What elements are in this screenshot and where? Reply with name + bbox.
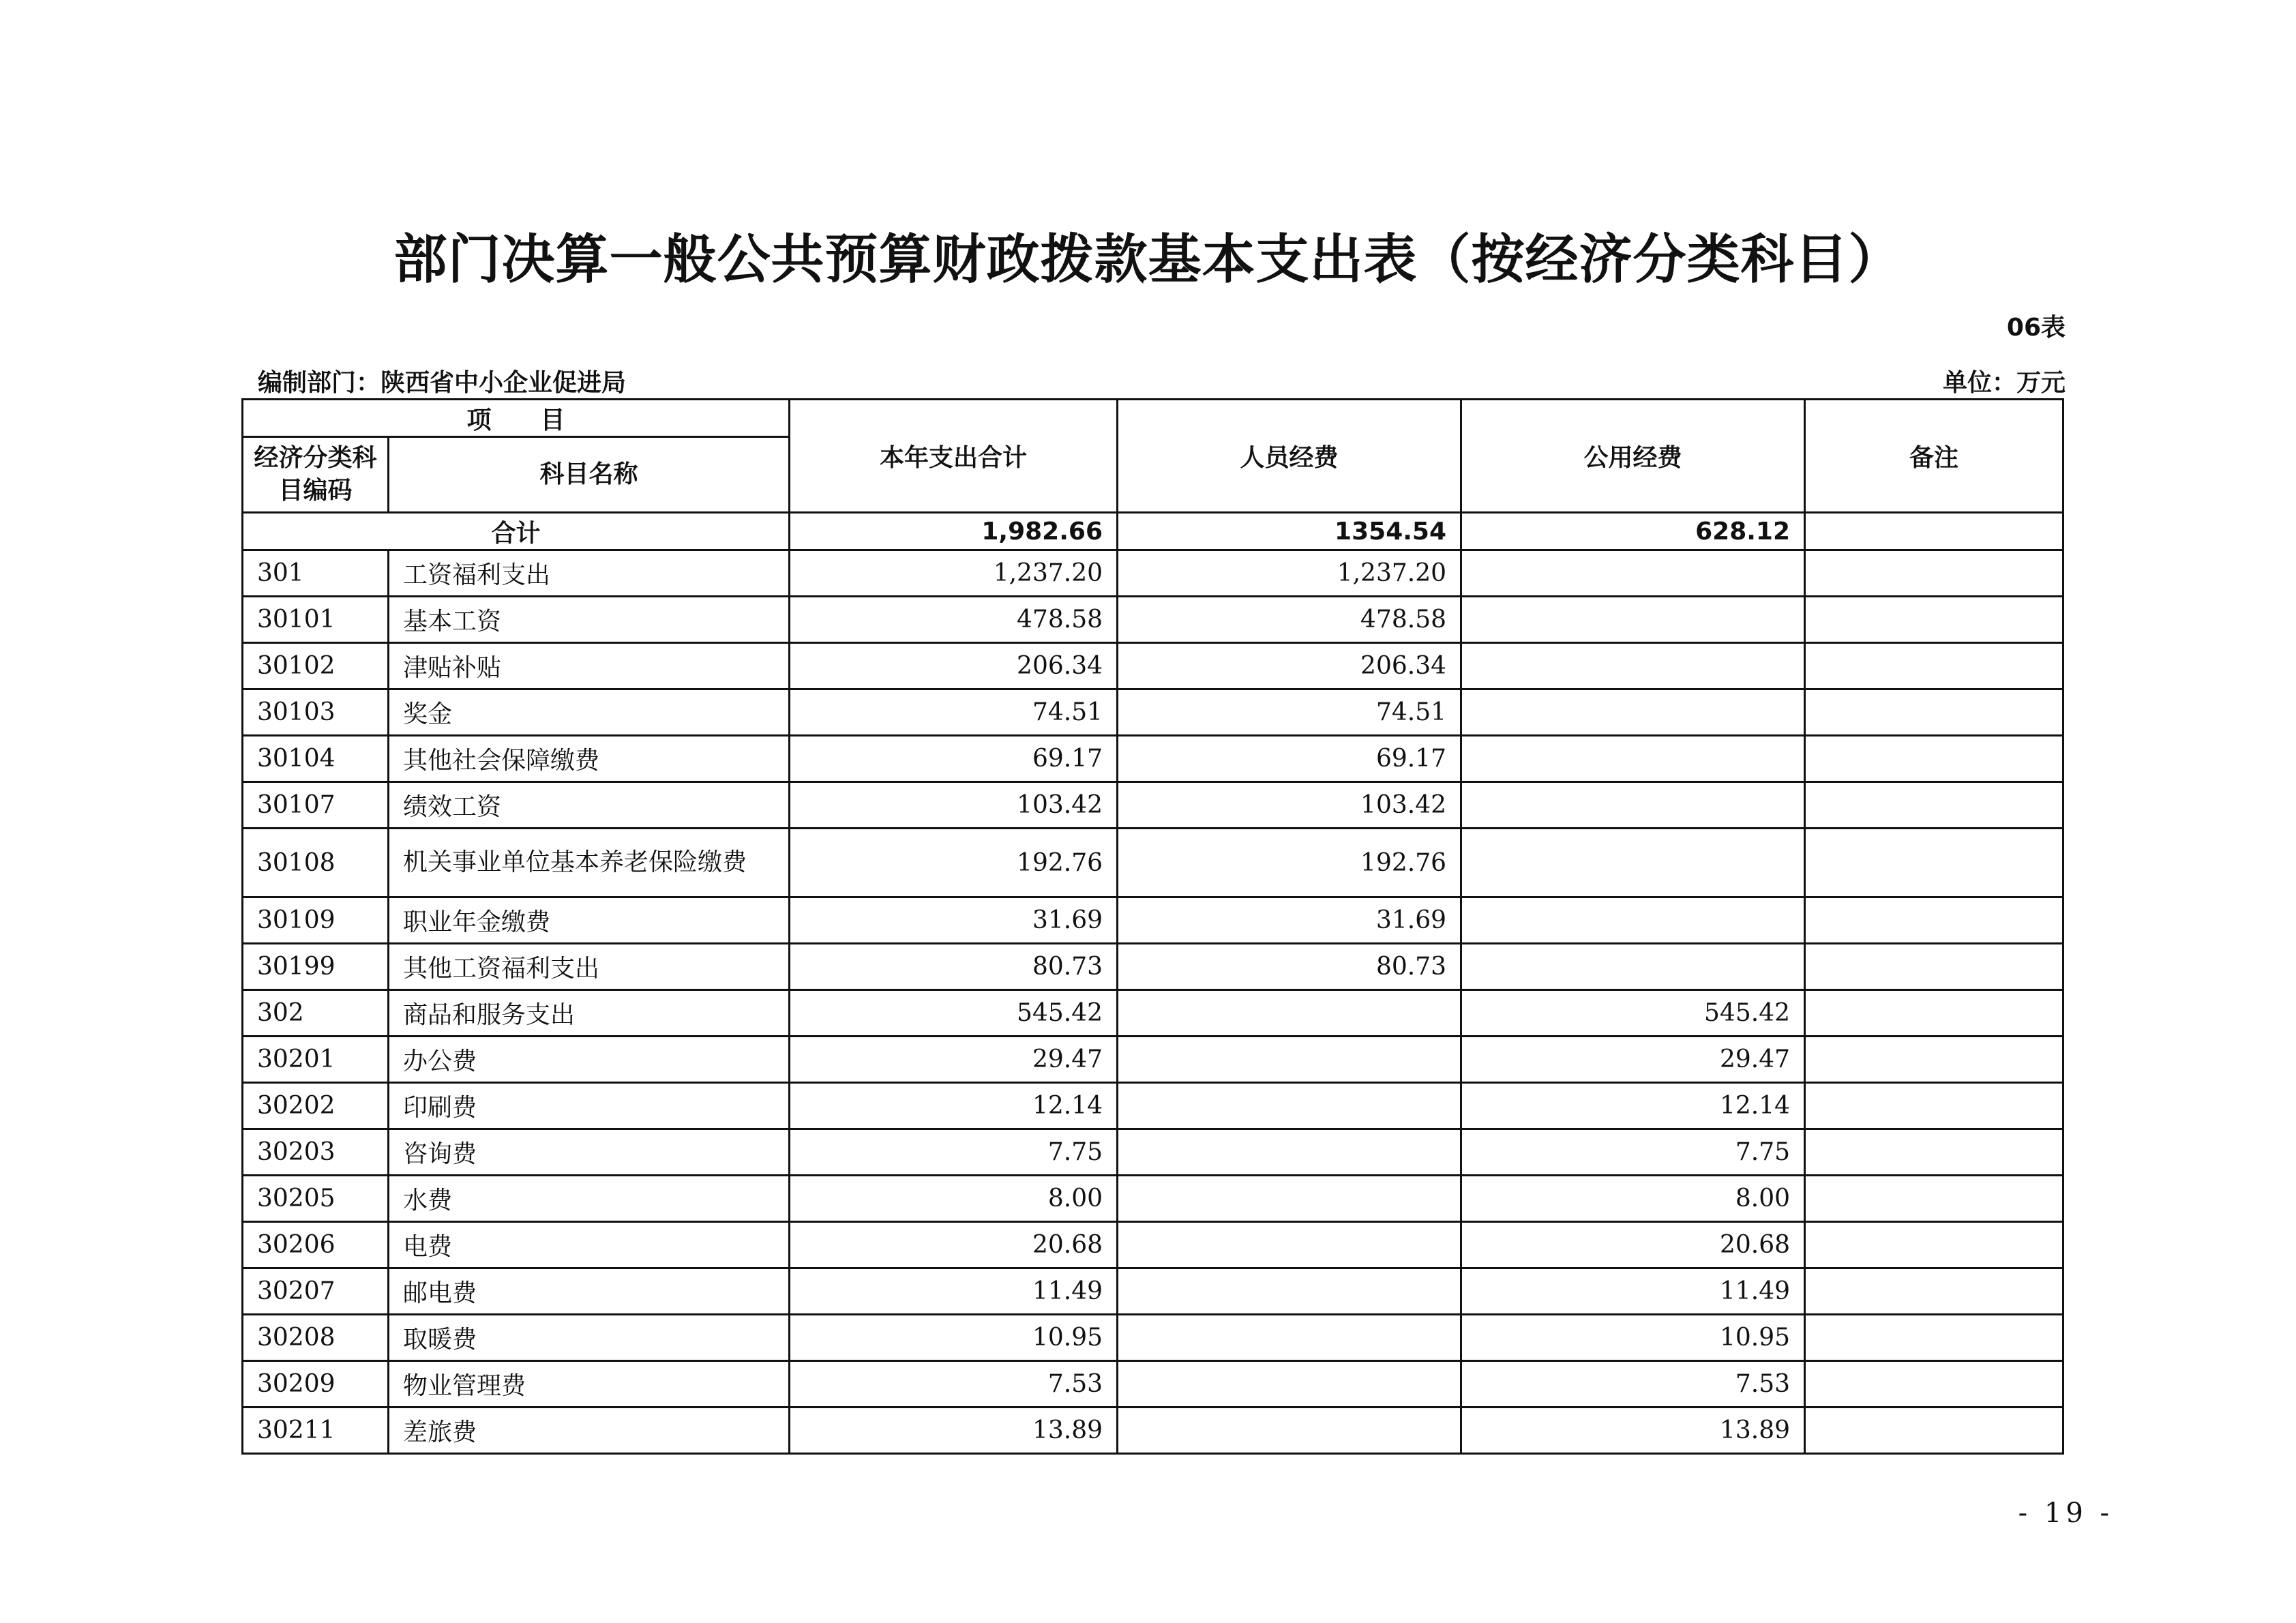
row-total: 31.69 (790, 897, 1118, 944)
row-public (1461, 829, 1805, 897)
table-row (243, 597, 2063, 643)
row-name: 其他社会保障缴费 (389, 736, 790, 782)
row-remark (1805, 990, 2063, 1037)
row-code: 30209 (243, 1361, 389, 1408)
row-public (1461, 550, 1805, 597)
row-personnel: 74.51 (1118, 689, 1461, 736)
row-public: 10.95 (1461, 1315, 1805, 1361)
total-amount: 1,982.66 (790, 513, 1118, 550)
row-personnel: 103.42 (1118, 782, 1461, 829)
total-public: 628.12 (1461, 513, 1805, 550)
row-public (1461, 643, 1805, 689)
row-personnel (1118, 1268, 1461, 1315)
row-code: 30202 (243, 1083, 389, 1129)
table-row (243, 1037, 2063, 1083)
row-code: 301 (243, 550, 389, 597)
row-code: 30109 (243, 897, 389, 944)
row-code: 30211 (243, 1408, 389, 1454)
row-remark (1805, 1408, 2063, 1454)
row-code: 30207 (243, 1268, 389, 1315)
row-total: 74.51 (790, 689, 1118, 736)
row-remark (1805, 1176, 2063, 1222)
row-remark (1805, 1129, 2063, 1176)
expenditure-table (241, 398, 2064, 1455)
row-code: 30101 (243, 597, 389, 643)
row-total: 69.17 (790, 736, 1118, 782)
row-name: 绩效工资 (389, 782, 790, 829)
row-remark (1805, 1361, 2063, 1408)
row-code: 30104 (243, 736, 389, 782)
row-remark (1805, 550, 2063, 597)
row-remark (1805, 897, 2063, 944)
header-total: 本年支出合计 (790, 400, 1118, 513)
row-personnel (1118, 1361, 1461, 1408)
row-total: 103.42 (790, 782, 1118, 829)
row-remark (1805, 643, 2063, 689)
row-remark (1805, 1315, 2063, 1361)
row-public: 12.14 (1461, 1083, 1805, 1129)
row-personnel: 80.73 (1118, 944, 1461, 990)
row-public: 8.00 (1461, 1176, 1805, 1222)
row-total: 20.68 (790, 1222, 1118, 1268)
row-code: 30206 (243, 1222, 389, 1268)
row-personnel (1118, 990, 1461, 1037)
page-number: - 19 - (2018, 1498, 2113, 1529)
unit-label: 单位：万元 (1942, 369, 2066, 397)
row-code: 302 (243, 990, 389, 1037)
row-code: 30103 (243, 689, 389, 736)
table-row (243, 897, 2063, 944)
total-personnel: 1354.54 (1118, 513, 1461, 550)
row-name: 印刷费 (389, 1083, 790, 1129)
row-public: 7.53 (1461, 1361, 1805, 1408)
row-public: 545.42 (1461, 990, 1805, 1037)
row-public: 13.89 (1461, 1408, 1805, 1454)
table-row (243, 1315, 2063, 1361)
row-code: 30199 (243, 944, 389, 990)
total-remark (1805, 513, 2063, 550)
row-total: 12.14 (790, 1083, 1118, 1129)
table-row (243, 1268, 2063, 1315)
table-row (243, 1083, 2063, 1129)
table-row (243, 1222, 2063, 1268)
row-name: 其他工资福利支出 (389, 944, 790, 990)
table-row (243, 1408, 2063, 1454)
row-personnel (1118, 1315, 1461, 1361)
row-name: 水费 (389, 1176, 790, 1222)
table-row (243, 944, 2063, 990)
row-public: 7.75 (1461, 1129, 1805, 1176)
row-total: 13.89 (790, 1408, 1118, 1454)
row-total: 545.42 (790, 990, 1118, 1037)
table-row (243, 1361, 2063, 1408)
row-personnel (1118, 1083, 1461, 1129)
row-remark (1805, 782, 2063, 829)
row-total: 10.95 (790, 1315, 1118, 1361)
row-public: 11.49 (1461, 1268, 1805, 1315)
header-public: 公用经费 (1461, 400, 1805, 513)
table-row (243, 1176, 2063, 1222)
row-personnel (1118, 1129, 1461, 1176)
header-project: 项 目 (243, 400, 790, 437)
row-public (1461, 597, 1805, 643)
row-personnel: 69.17 (1118, 736, 1461, 782)
row-personnel: 1,237.20 (1118, 550, 1461, 597)
row-total: 478.58 (790, 597, 1118, 643)
row-personnel: 478.58 (1118, 597, 1461, 643)
row-personnel (1118, 1408, 1461, 1454)
row-name: 机关事业单位基本养老保险缴费 (389, 829, 790, 897)
row-public: 20.68 (1461, 1222, 1805, 1268)
row-public (1461, 782, 1805, 829)
header-remark: 备注 (1805, 400, 2063, 513)
table-row (243, 689, 2063, 736)
row-personnel (1118, 1037, 1461, 1083)
row-total: 7.53 (790, 1361, 1118, 1408)
row-code: 30205 (243, 1176, 389, 1222)
row-name: 物业管理费 (389, 1361, 790, 1408)
row-name: 基本工资 (389, 597, 790, 643)
row-code: 30208 (243, 1315, 389, 1361)
row-name: 电费 (389, 1222, 790, 1268)
table-row (243, 782, 2063, 829)
row-personnel: 206.34 (1118, 643, 1461, 689)
row-public (1461, 944, 1805, 990)
row-personnel: 31.69 (1118, 897, 1461, 944)
row-total: 8.00 (790, 1176, 1118, 1222)
row-name: 办公费 (389, 1037, 790, 1083)
row-remark (1805, 1268, 2063, 1315)
header-row-top (243, 400, 2063, 437)
row-total: 192.76 (790, 829, 1118, 897)
row-personnel: 192.76 (1118, 829, 1461, 897)
row-total: 11.49 (790, 1268, 1118, 1315)
row-code: 30108 (243, 829, 389, 897)
row-total: 80.73 (790, 944, 1118, 990)
row-remark (1805, 1037, 2063, 1083)
row-remark (1805, 1083, 2063, 1129)
row-remark (1805, 689, 2063, 736)
row-name: 津贴补贴 (389, 643, 790, 689)
row-code: 30203 (243, 1129, 389, 1176)
compiling-department: 编制部门：陕西省中小企业促进局 (258, 369, 627, 397)
row-name: 差旅费 (389, 1408, 790, 1454)
row-name: 邮电费 (389, 1268, 790, 1315)
row-personnel (1118, 1176, 1461, 1222)
total-row (243, 513, 2063, 550)
table-row (243, 736, 2063, 782)
header-name: 科目名称 (389, 437, 790, 513)
row-code: 30201 (243, 1037, 389, 1083)
row-personnel (1118, 1222, 1461, 1268)
table-row (243, 643, 2063, 689)
row-public (1461, 689, 1805, 736)
row-name: 咨询费 (389, 1129, 790, 1176)
table-row (243, 829, 2063, 897)
row-total: 7.75 (790, 1129, 1118, 1176)
row-code: 30107 (243, 782, 389, 829)
row-code: 30102 (243, 643, 389, 689)
row-public (1461, 897, 1805, 944)
form-number: 06表 (2006, 314, 2066, 342)
row-name: 商品和服务支出 (389, 990, 790, 1037)
row-name: 奖金 (389, 689, 790, 736)
table-row (243, 1129, 2063, 1176)
page-title: 部门决算一般公共预算财政拨款基本支出表（按经济分类科目） (393, 229, 1903, 291)
row-name: 取暖费 (389, 1315, 790, 1361)
row-name: 工资福利支出 (389, 550, 790, 597)
row-public (1461, 736, 1805, 782)
row-remark (1805, 944, 2063, 990)
header-personnel: 人员经费 (1118, 400, 1461, 513)
row-remark (1805, 1222, 2063, 1268)
row-total: 29.47 (790, 1037, 1118, 1083)
header-code: 经济分类科目编码 (243, 437, 389, 513)
row-public: 29.47 (1461, 1037, 1805, 1083)
row-name: 职业年金缴费 (389, 897, 790, 944)
row-remark (1805, 597, 2063, 643)
row-total: 1,237.20 (790, 550, 1118, 597)
table-row (243, 550, 2063, 597)
table-row (243, 990, 2063, 1037)
total-label: 合计 (243, 513, 790, 550)
row-remark (1805, 829, 2063, 897)
row-remark (1805, 736, 2063, 782)
row-total: 206.34 (790, 643, 1118, 689)
